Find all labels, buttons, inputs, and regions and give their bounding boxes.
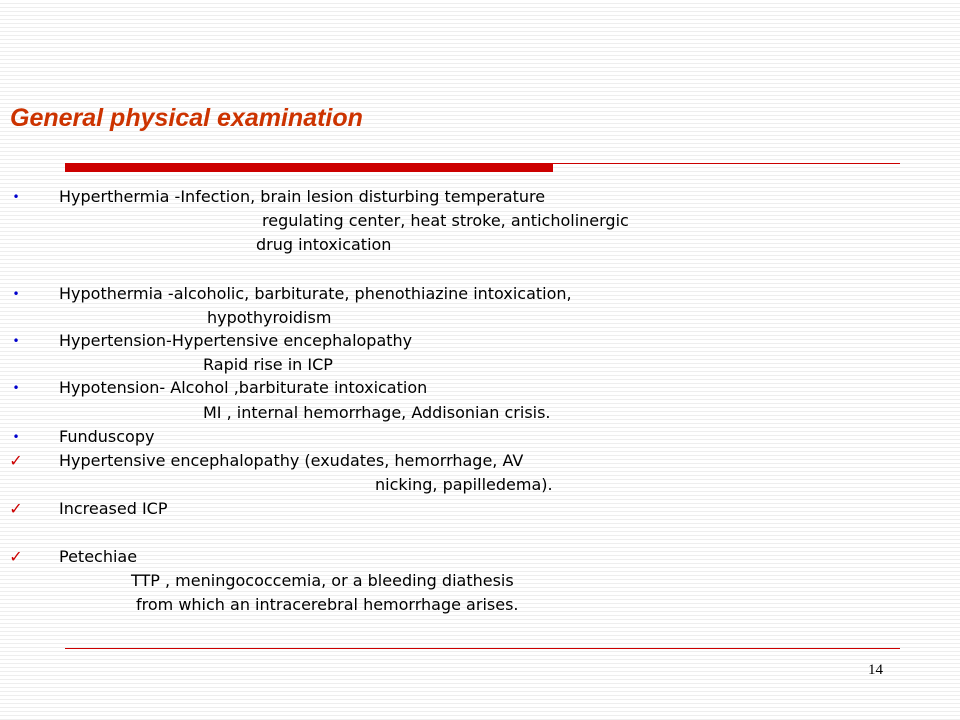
bullet-icon: • [12,334,20,348]
hypertensive-enceph-line-2: nicking, papilledema). [375,475,553,494]
hypertension-line-2: Rapid rise in ICP [203,355,333,374]
funduscopy-line-1: Funduscopy [59,427,155,446]
checkmark-icon: ✓ [9,451,23,470]
page-number: 14 [868,662,883,678]
title-underline-thin [553,163,900,164]
petechiae-line-3: from which an intracerebral hemorrhage arises. [136,595,519,614]
petechiae-line-2: TTP , meningococcemia, or a bleeding diathesis [131,571,514,590]
bullet-icon: • [12,430,20,444]
bullet-icon: • [12,381,20,395]
hyperthermia-line-2: regulating center, heat stroke, anticholinergic [262,211,629,230]
hypotension-line-2: MI , internal hemorrhage, Addisonian crisis. [203,403,551,422]
hypothermia-line-2: hypothyroidism [207,308,332,327]
checkmark-icon: ✓ [9,499,23,518]
hypothermia-line-1: Hypothermia -alcoholic, barbiturate, phenothiazine intoxication, [59,284,572,303]
bullet-icon: • [12,287,20,301]
hyperthermia-line-3: drug intoxication [256,235,392,254]
title-underline-thick [65,163,553,172]
footer-rule [65,648,900,649]
increased-icp-line-1: Increased ICP [59,499,168,518]
hypertension-line-1: Hypertension-Hypertensive encephalopathy [59,331,413,350]
hyperthermia-line-1: Hyperthermia -Infection, brain lesion disturbing temperature [59,187,546,206]
bullet-icon: • [12,190,20,204]
hypertensive-enceph-line-1: Hypertensive encephalopathy (exudates, hemorrhage, AV [59,451,524,470]
hypotension-line-1: Hypotension- Alcohol ,barbiturate intoxication [59,378,428,397]
checkmark-icon: ✓ [9,547,23,566]
slide-title: General physical examination [10,104,363,132]
petechiae-line-1: Petechiae [59,547,138,566]
